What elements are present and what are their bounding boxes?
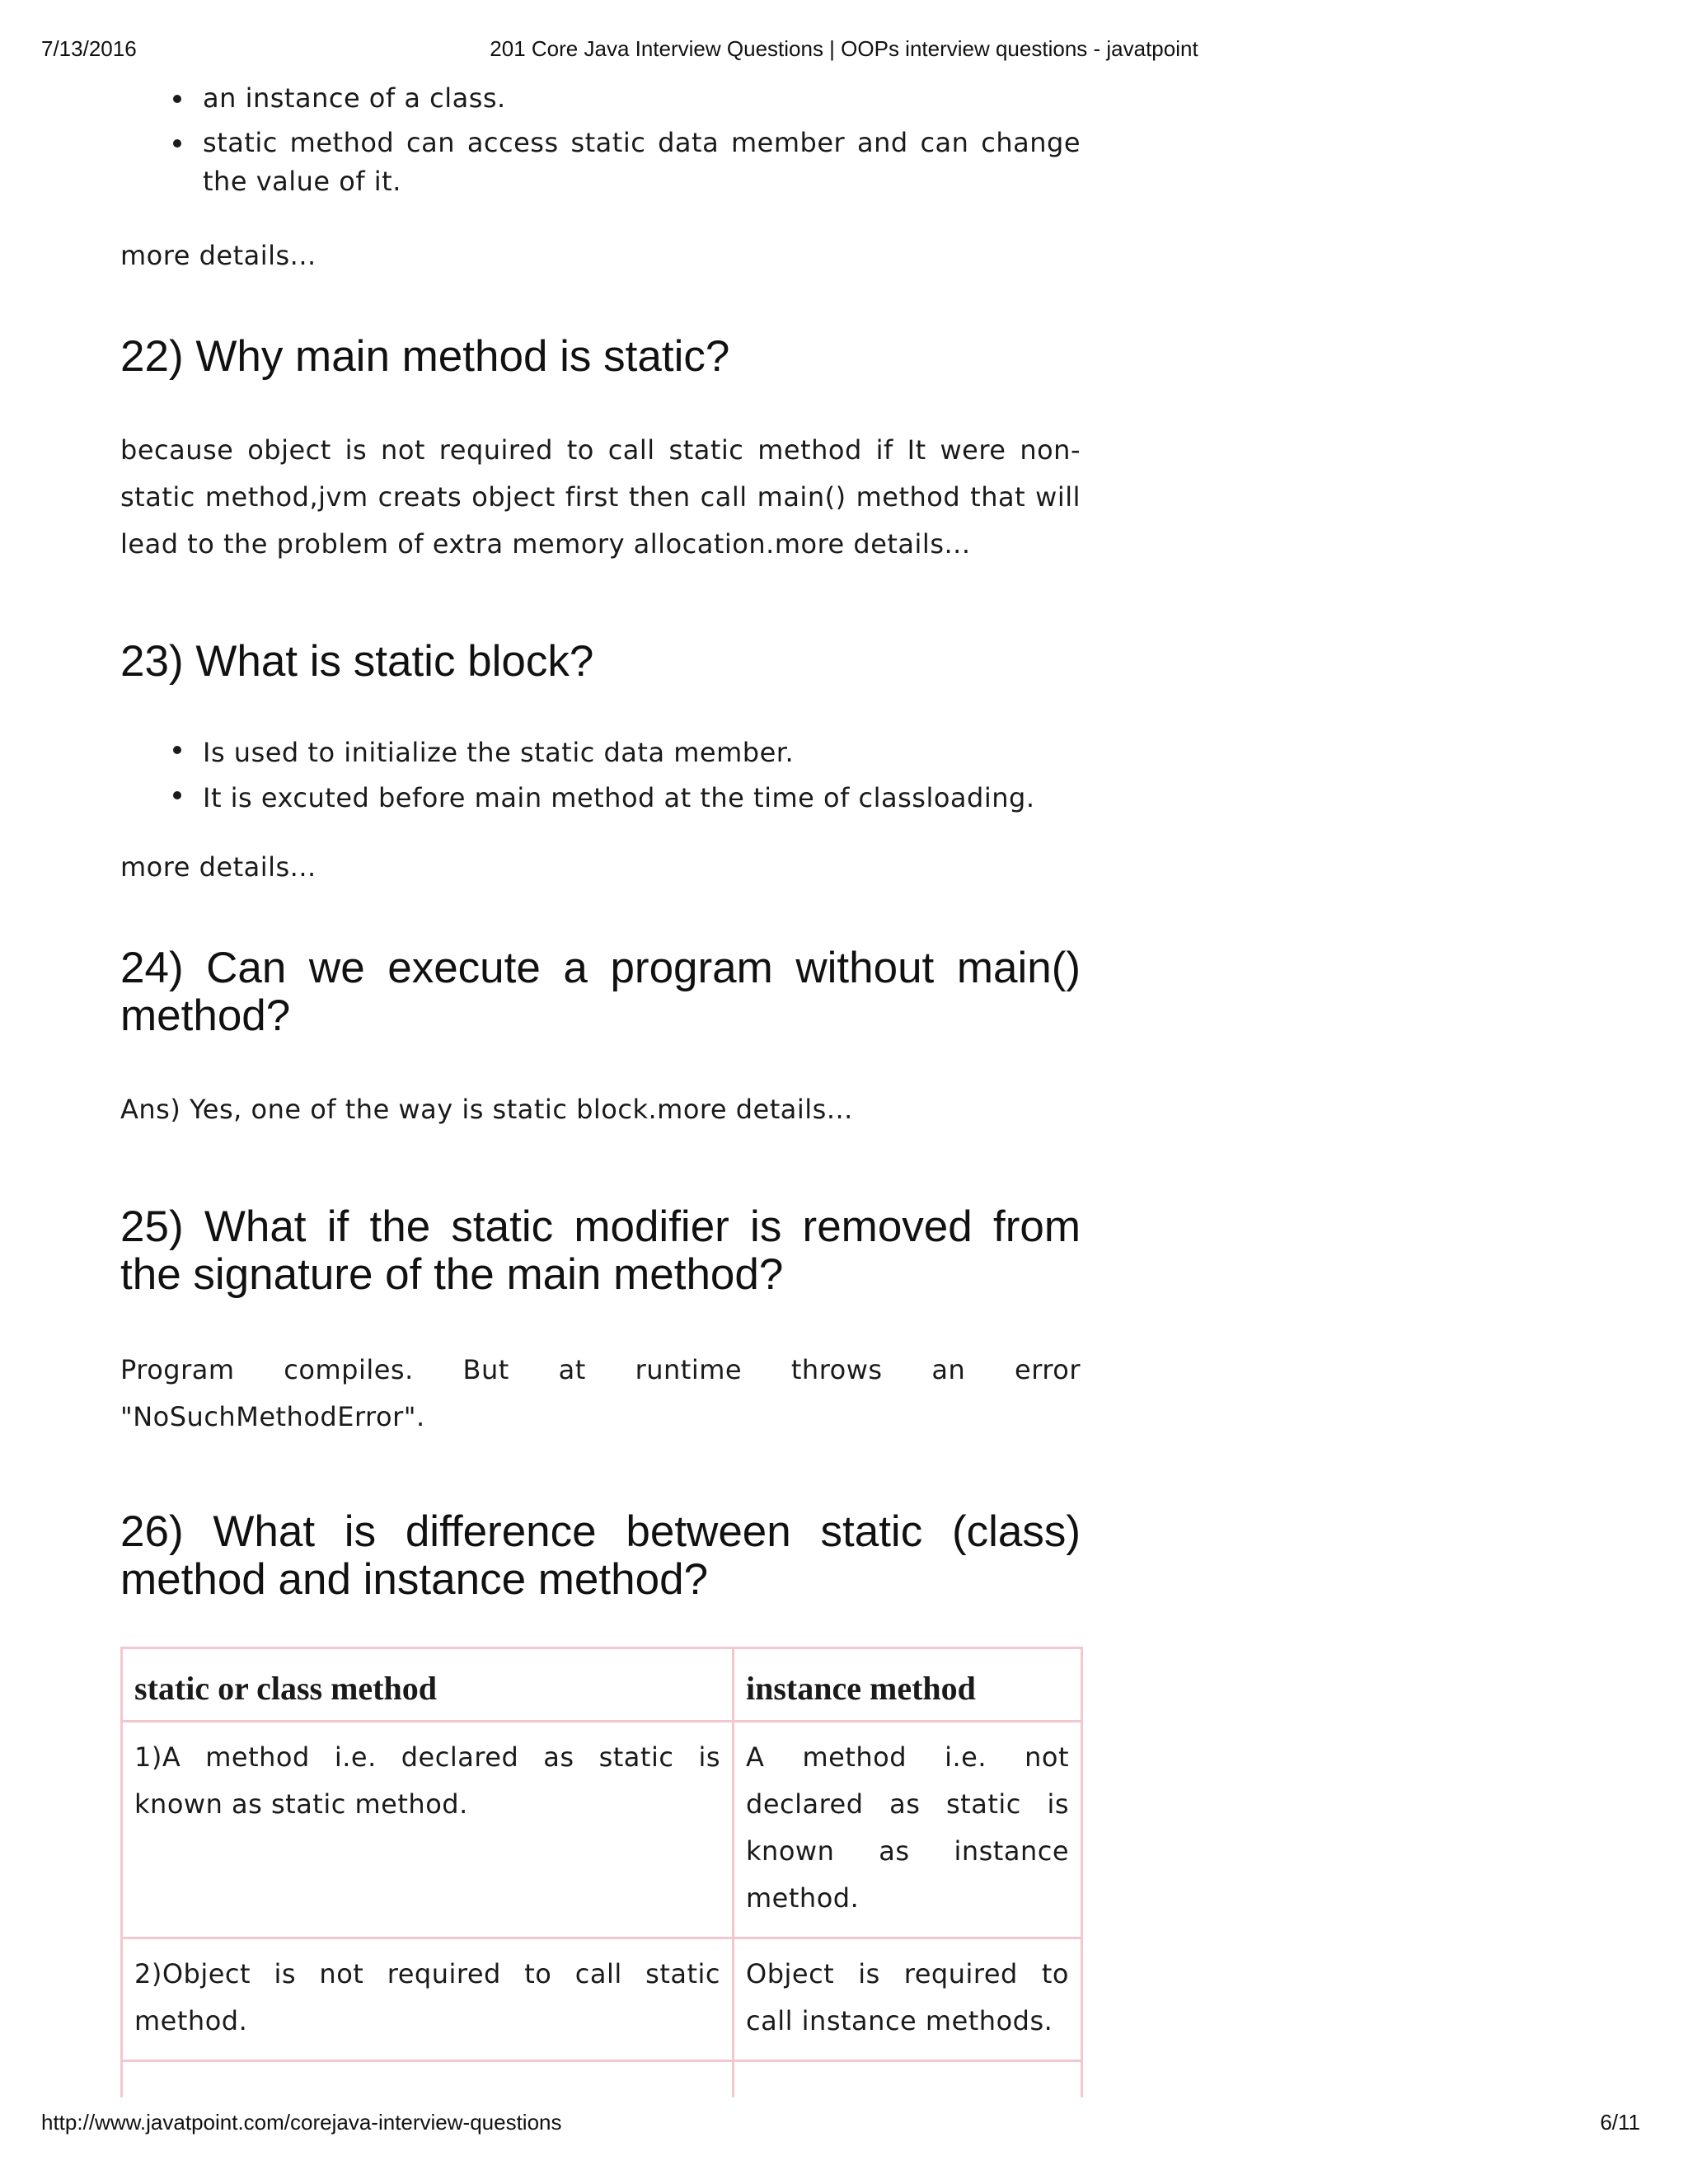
list-item: an instance of a class. — [203, 79, 1081, 118]
list-item: It is excuted before main method at the time of classloading. — [203, 776, 1081, 821]
table-cell — [734, 2061, 1082, 2098]
table-row — [122, 1938, 1082, 2061]
question-22-heading: 22) Why main method is static? — [120, 332, 730, 381]
table-cell: 1)A method i.e. declared as static is known as static method. — [122, 1722, 734, 1938]
print-page-title: 201 Core Java Interview Questions | OOPs interview questions - javatpoint — [490, 36, 1198, 61]
question-25-answer: Program compiles. But at runtime throws an error "NoSuchMethodError". — [120, 1354, 1081, 1432]
question-26-heading: 26) What is difference between static (class) method and instance method? — [120, 1507, 1081, 1604]
table-cell: 2)Object is not required to call static method. — [122, 1938, 734, 2061]
table-cell — [122, 2061, 734, 2098]
print-date: 7/13/2016 — [41, 36, 137, 61]
table-row — [122, 2061, 1082, 2098]
question-23-bullets — [120, 730, 1081, 821]
print-footer — [0, 2110, 1688, 2143]
table-row — [122, 1722, 1082, 1938]
more-details-link[interactable]: more details... — [120, 240, 316, 271]
question-25-heading: 25) What if the static modifier is removed from the signature of the main method? — [120, 1202, 1081, 1299]
column-header-static-method: static or class method — [122, 1648, 734, 1722]
table-cell: Object is required to call instance methods. — [734, 1938, 1082, 2061]
page-url[interactable]: http://www.javatpoint.com/corejava-interview-questions — [41, 2110, 562, 2135]
question-24-heading: 24) Can we execute a program without main() method? — [120, 944, 1081, 1040]
more-details-link[interactable]: more details... — [120, 851, 316, 883]
question-24-answer: Ans) Yes, one of the way is static block.more details... — [120, 1094, 853, 1125]
print-header — [0, 36, 1688, 69]
comparison-table — [120, 1647, 1083, 2097]
comparison-table-wrapper — [120, 1647, 1085, 2097]
page-number: 6/11 — [1600, 2110, 1640, 2135]
question-23-heading: 23) What is static block? — [120, 637, 594, 686]
column-header-instance-method: instance method — [734, 1648, 1082, 1722]
table-cell: A method i.e. not declared as static is known as instance method. — [734, 1722, 1082, 1938]
question-22-answer: because object is not required to call static method if It were non-static method,jvm creats object first then call main() method that will lead to the problem of extra memory allocation.more details... — [120, 434, 1081, 560]
prev-bullet-list — [120, 79, 1081, 118]
list-item: static method can access static data member and can change the value of it. — [203, 124, 1081, 201]
list-item: Is used to initialize the static data member. — [203, 730, 1081, 776]
table-header-row — [122, 1648, 1082, 1722]
prev-bullet-list-2 — [120, 124, 1081, 201]
